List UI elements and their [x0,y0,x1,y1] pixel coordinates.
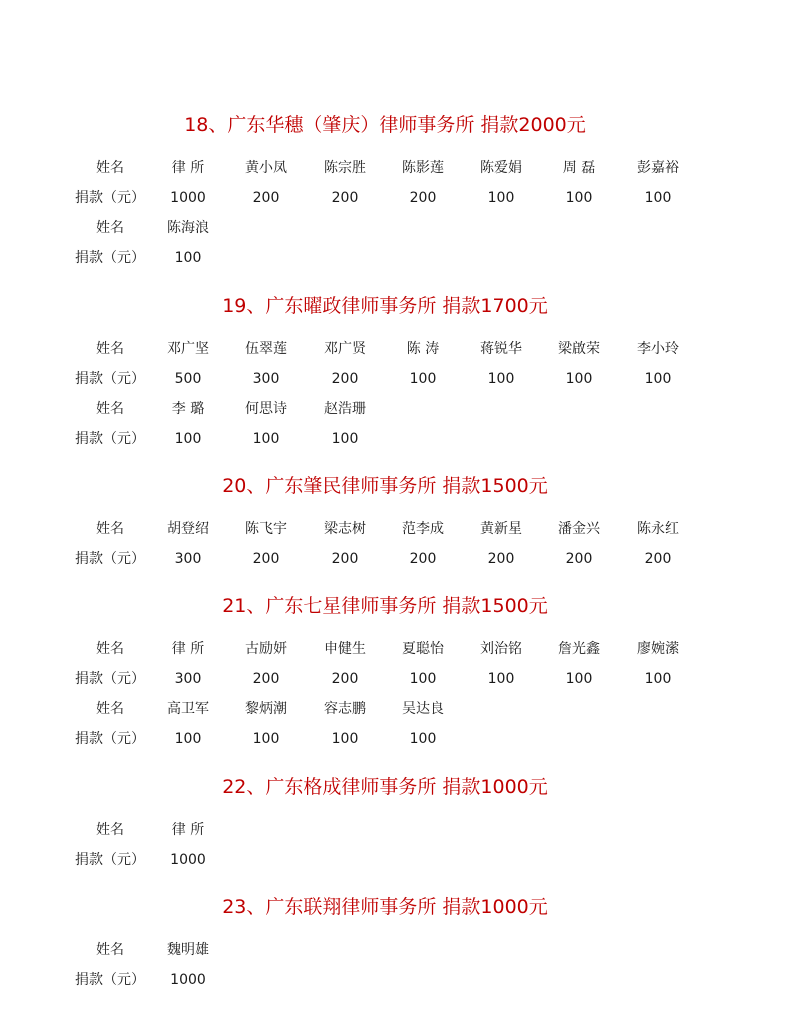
donor-name: 赵浩珊 [324,401,366,417]
name-label: 姓名 [96,641,124,657]
donation-amount: 300 [174,671,202,687]
donation-amount: 100 [487,190,515,206]
donor-name: 潘金兴 [558,521,600,537]
donor-name: 彭嘉裕 [637,160,679,176]
donation-amount: 100 [644,671,672,687]
donor-name: 周 磊 [562,160,596,176]
donor-name: 陈 涛 [406,341,440,357]
donation-amount: 200 [644,551,672,567]
amount-row [0,728,790,750]
name-label: 姓名 [96,220,124,236]
donation-amount: 100 [174,431,202,447]
donor-name: 梁志树 [324,521,366,537]
donation-amount: 100 [644,190,672,206]
donation-amount: 200 [409,551,437,567]
amount-label: 捐款（元） [75,431,145,447]
donation-amount: 200 [331,671,359,687]
name-row [0,338,790,360]
donor-name: 黎炳潮 [245,701,287,717]
section-title: 19、广东曜政律师事务所 捐款1700元 [222,295,548,317]
section-title: 18、广东华穗（肇庆）律师事务所 捐款2000元 [184,114,586,136]
donor-name: 梁啟荣 [558,341,600,357]
donor-name: 魏明雄 [167,942,209,958]
donor-name: 陈爱娟 [480,160,522,176]
donor-name: 申健生 [324,641,366,657]
amount-label: 捐款（元） [75,671,145,687]
donor-name: 陈宗胜 [324,160,366,176]
name-label: 姓名 [96,822,124,838]
donation-amount: 100 [487,371,515,387]
donor-name: 黄小凤 [245,160,287,176]
donation-amount: 100 [409,371,437,387]
name-label: 姓名 [96,160,124,176]
name-label: 姓名 [96,341,124,357]
section-title: 23、广东联翔律师事务所 捐款1000元 [222,896,548,918]
donation-amount: 1000 [170,852,206,868]
donor-name: 蒋锐华 [480,341,522,357]
donation-amount: 100 [565,371,593,387]
donation-amount: 100 [252,431,280,447]
donor-name: 陈影莲 [402,160,444,176]
amount-row [0,548,790,570]
donation-amount: 500 [174,371,202,387]
name-row [0,638,790,660]
section-title: 21、广东七星律师事务所 捐款1500元 [222,595,548,617]
donation-amount: 1000 [170,190,206,206]
amount-label: 捐款（元） [75,190,145,206]
donation-amount: 200 [252,671,280,687]
section-title: 20、广东肇民律师事务所 捐款1500元 [222,475,548,497]
donation-amount: 200 [252,551,280,567]
donation-amount: 100 [487,671,515,687]
amount-label: 捐款（元） [75,852,145,868]
amount-row [0,428,790,450]
donor-name: 廖婉潆 [637,641,679,657]
donation-amount: 200 [252,190,280,206]
donor-name: 邓广贤 [324,341,366,357]
donor-name: 詹光鑫 [558,641,600,657]
donor-name: 陈永红 [637,521,679,537]
donor-name: 李小玲 [637,341,679,357]
donation-amount: 100 [174,250,202,266]
donor-name: 邓广坚 [167,341,209,357]
donor-name: 陈海浪 [167,220,209,236]
donor-name: 容志鹏 [324,701,366,717]
amount-label: 捐款（元） [75,250,145,266]
donor-name: 伍翠莲 [245,341,287,357]
amount-row [0,187,790,209]
donation-amount: 100 [174,731,202,747]
donor-name: 古励妍 [245,641,287,657]
section-title: 22、广东格成律师事务所 捐款1000元 [222,776,548,798]
donor-name: 高卫军 [167,701,209,717]
name-row [0,518,790,540]
donation-amount: 100 [409,731,437,747]
donation-amount: 100 [331,431,359,447]
name-label: 姓名 [96,521,124,537]
donation-amount: 200 [565,551,593,567]
amount-label: 捐款（元） [75,972,145,988]
donation-amount: 300 [174,551,202,567]
donor-name: 李 璐 [171,401,205,417]
donation-amount: 200 [331,190,359,206]
donor-name: 律 所 [171,641,205,657]
amount-row [0,668,790,690]
donation-amount: 100 [409,671,437,687]
donation-amount: 100 [644,371,672,387]
donor-name: 吴达良 [402,701,444,717]
donation-amount: 200 [331,551,359,567]
name-row [0,157,790,179]
amount-label: 捐款（元） [75,731,145,747]
name-label: 姓名 [96,401,124,417]
donor-name: 律 所 [171,822,205,838]
donation-amount: 200 [409,190,437,206]
donor-name: 何思诗 [245,401,287,417]
amount-label: 捐款（元） [75,551,145,567]
donation-amount: 100 [565,190,593,206]
donor-name: 刘治铭 [480,641,522,657]
donation-amount: 300 [252,371,280,387]
amount-label: 捐款（元） [75,371,145,387]
name-row [0,217,790,239]
donation-amount: 200 [331,371,359,387]
amount-row [0,849,790,871]
name-row [0,939,790,961]
amount-row [0,969,790,991]
name-row [0,698,790,720]
donation-amount: 100 [331,731,359,747]
name-row [0,819,790,841]
donor-name: 律 所 [171,160,205,176]
donation-amount: 100 [565,671,593,687]
name-row [0,398,790,420]
donor-name: 范李成 [402,521,444,537]
name-label: 姓名 [96,942,124,958]
amount-row [0,368,790,390]
donor-name: 黄新星 [480,521,522,537]
amount-row [0,247,790,269]
name-label: 姓名 [96,701,124,717]
donor-name: 胡登绍 [167,521,209,537]
donation-amount: 200 [487,551,515,567]
donor-name: 陈飞宇 [245,521,287,537]
donation-amount: 100 [252,731,280,747]
donor-name: 夏聪怡 [402,641,444,657]
donation-amount: 1000 [170,972,206,988]
